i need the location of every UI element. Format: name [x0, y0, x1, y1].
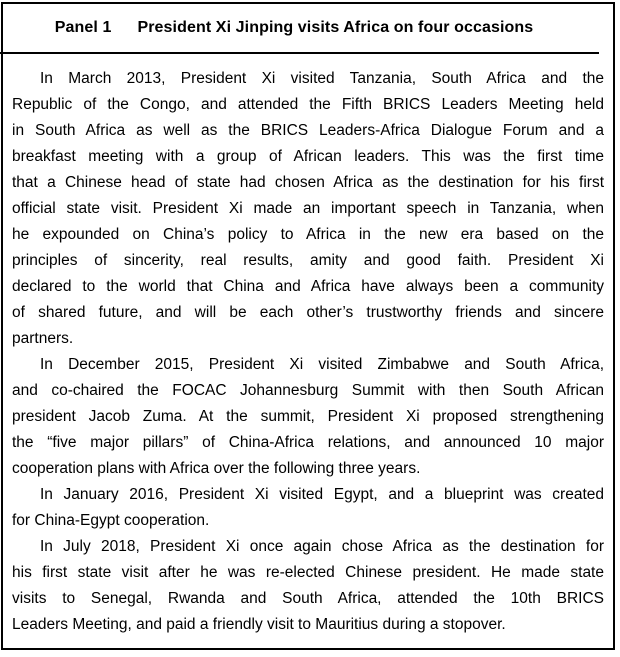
text-line: the “five major pillars” of China-Africa relations, and announced 10 major — [12, 434, 604, 451]
text-line: that a Chinese head of state had chosen Africa as the destination for his first — [12, 174, 604, 191]
text-line: his first state visit after he was re-elected Chinese president. He made state — [12, 564, 604, 581]
paragraph — [12, 66, 604, 352]
text-line: declared to the world that China and Africa have always been a community — [12, 278, 604, 295]
text-line: In March 2013, President Xi visited Tanzania, South Africa and the — [40, 70, 604, 87]
panel-title-label: Panel 1 — [54, 19, 112, 36]
panel-title — [0, 4, 599, 54]
paragraph — [12, 482, 604, 534]
text-line: official state visit. President Xi made an important speech in Tanzania, when — [12, 200, 604, 217]
text-line: for China-Egypt cooperation. — [12, 512, 210, 529]
paragraph — [12, 534, 604, 638]
text-line: visits to Senegal, Rwanda and South Africa, attended the 10th BRICS — [12, 590, 604, 607]
text-line: In December 2015, President Xi visited Zimbabwe and South Africa, — [40, 356, 604, 373]
panel-title-text: President Xi Jinping visits Africa on four occasions — [137, 19, 534, 36]
text-line: Leaders Meeting, and paid a friendly visit to Mauritius during a stopover. — [12, 616, 506, 633]
text-line: Republic of the Congo, and attended the Fifth BRICS Leaders Meeting held — [12, 96, 604, 113]
text-line: In July 2018, President Xi once again chose Africa as the destination for — [40, 538, 604, 555]
text-line: and co-chaired the FOCAC Johannesburg Summit with then South African — [12, 382, 604, 399]
paragraph — [12, 352, 604, 482]
text-line: in South Africa as well as the BRICS Leaders-Africa Dialogue Forum and a — [12, 122, 604, 139]
panel-body — [3, 54, 613, 646]
text-line: cooperation plans with Africa over the following three years. — [12, 460, 421, 477]
text-line: he expounded on China’s policy to Africa in the new era based on the — [12, 226, 604, 243]
text-line: of shared future, and will be each other’s trustworthy friends and sincere — [12, 304, 604, 321]
text-line: principles of sincerity, real results, amity and good faith. President Xi — [12, 252, 604, 269]
panel-box — [1, 2, 615, 650]
text-line: breakfast meeting with a group of African leaders. This was the first time — [12, 148, 604, 165]
text-line: In January 2016, President Xi visited Egypt, and a blueprint was created — [40, 486, 604, 503]
text-line: partners. — [12, 330, 74, 347]
text-line: president Jacob Zuma. At the summit, President Xi proposed strengthening — [12, 408, 604, 425]
